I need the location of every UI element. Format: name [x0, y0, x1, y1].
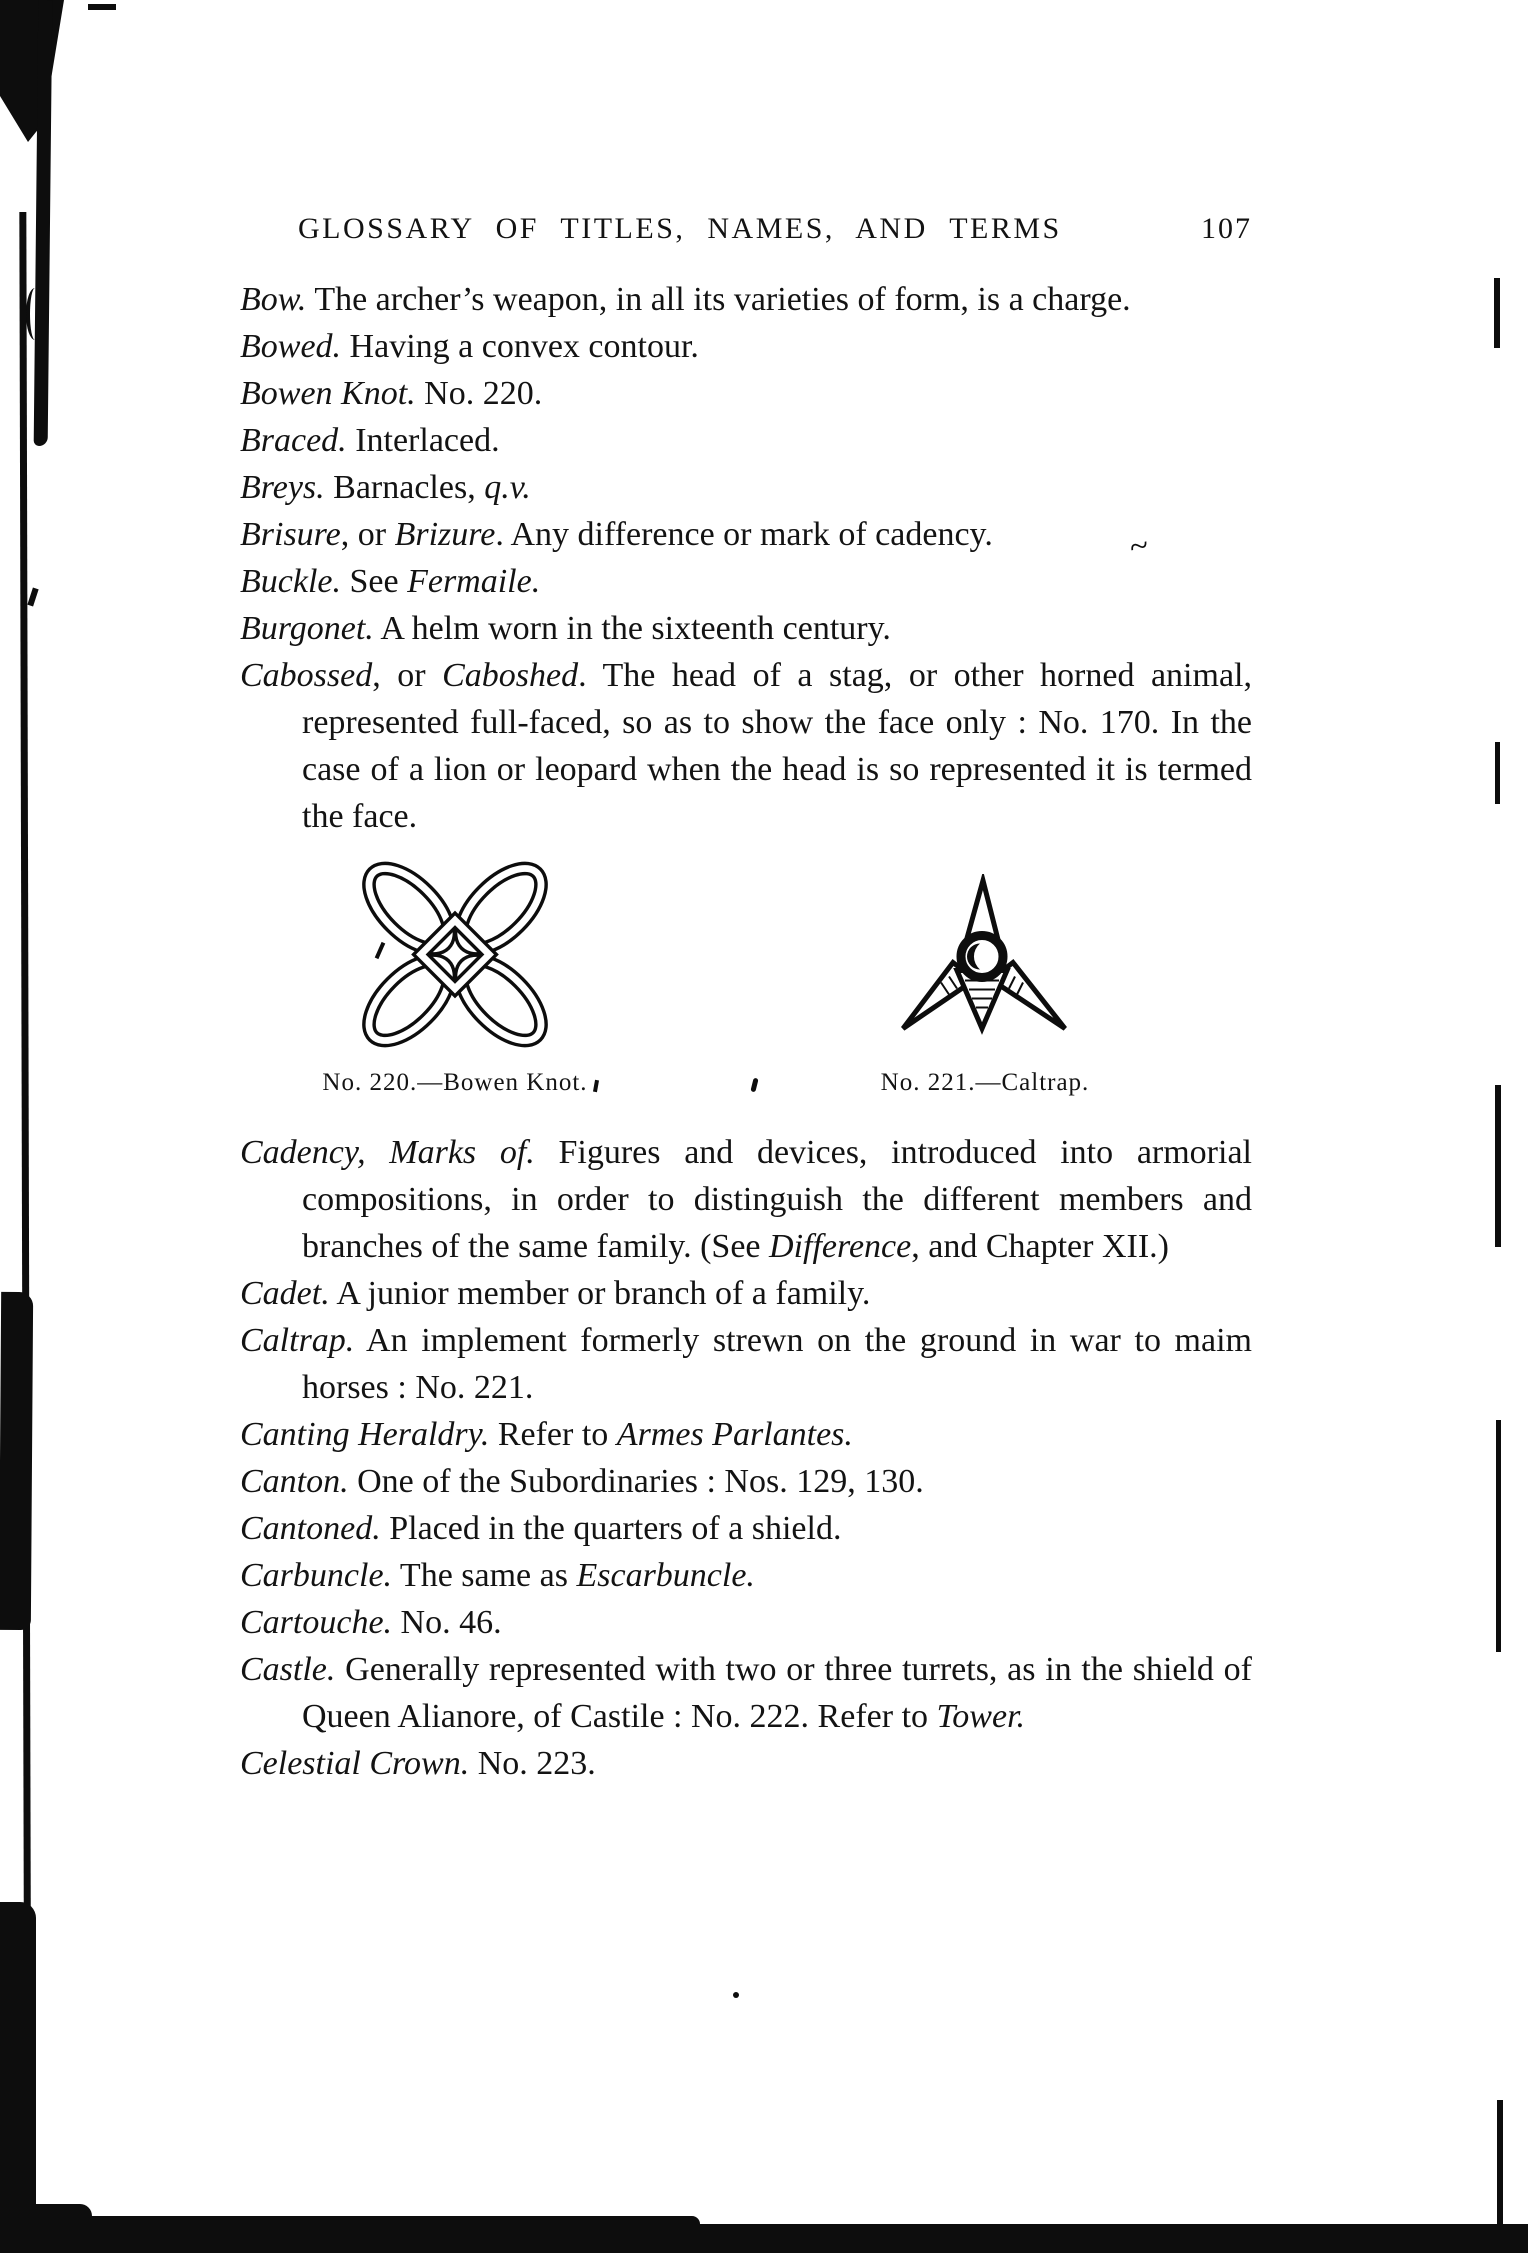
- glossary-entries-top: [240, 276, 1252, 840]
- figure-caption: No. 220.—Bowen Knot.: [322, 1069, 588, 1096]
- glossary-term: Cartouche.: [240, 1604, 393, 1641]
- glossary-entry: [240, 511, 1252, 558]
- glossary-term: Canting Heraldry.: [240, 1416, 490, 1453]
- glossary-definition: Placed in the quarters of a shield.: [380, 1510, 842, 1547]
- scan-artifact-right-dash: [1494, 278, 1500, 348]
- glossary-term: Bowed.: [240, 328, 342, 365]
- glossary-term: Canton.: [240, 1463, 349, 1500]
- glossary-entry: [240, 464, 1252, 511]
- glossary-term: Cabossed: [240, 657, 373, 694]
- scan-artifact-corner: [0, 0, 64, 142]
- scan-artifact-bottom-corner: [0, 2204, 92, 2232]
- glossary-entry: [240, 276, 1252, 323]
- glossary-definition: Barnacles,: [324, 469, 485, 506]
- glossary-entry: [240, 1270, 1252, 1317]
- glossary-term: Burgonet.: [240, 610, 374, 647]
- glossary-definition: The archer’s weapon, in all its varieties of form, is a charge.: [306, 281, 1131, 318]
- scan-artifact-paren: [26, 288, 44, 340]
- glossary-term: Armes Parlantes.: [616, 1416, 853, 1453]
- glossary-entry: [240, 1646, 1252, 1740]
- glossary-entry: [240, 323, 1252, 370]
- glossary-term: Fermaile.: [407, 563, 541, 600]
- glossary-term: Escarbuncle.: [576, 1557, 755, 1594]
- glossary-entry: [240, 1458, 1252, 1505]
- scan-artifact-speck: [733, 1992, 739, 1998]
- glossary-entry: [240, 1317, 1252, 1411]
- scan-artifact-top-dash: [88, 4, 116, 10]
- glossary-entry: [240, 605, 1252, 652]
- glossary-definition: A junior member or branch of a family.: [329, 1275, 871, 1312]
- text-column: [240, 0, 1252, 1787]
- scan-artifact-bottom-taper: [0, 2216, 700, 2230]
- bowen-knot-icon: [350, 852, 560, 1057]
- page-title: GLOSSARY OF TITLES, NAMES, AND TERMS: [298, 212, 1062, 245]
- glossary-entry: [240, 652, 1252, 840]
- glossary-term: Brizure: [394, 516, 496, 553]
- glossary-definition: Having a convex contour.: [341, 328, 699, 365]
- figures-row: [240, 852, 1252, 1107]
- scan-artifact-left-blob: [0, 1902, 36, 2253]
- glossary-definition: One of the Subordinaries : Nos. 129, 130.: [348, 1463, 924, 1500]
- glossary-definition: , or: [372, 657, 443, 694]
- glossary-entry: [240, 1740, 1252, 1787]
- scan-artifact-tick: [27, 588, 38, 607]
- glossary-term: Difference: [769, 1228, 912, 1265]
- page-number: 107: [1201, 212, 1252, 245]
- glossary-definition: , and Chapter XII.): [911, 1228, 1169, 1265]
- glossary-definition: . Any difference or mark of cadency.: [495, 516, 993, 553]
- glossary-term: Caltrap.: [240, 1322, 355, 1359]
- glossary-term: Tower.: [936, 1698, 1026, 1735]
- glossary-term: Celestial Crown.: [240, 1745, 470, 1782]
- glossary-definition: Refer to: [489, 1416, 617, 1453]
- glossary-entry: [240, 1552, 1252, 1599]
- glossary-definition: , or: [340, 516, 395, 553]
- glossary-term: Caboshed: [442, 657, 579, 694]
- glossary-definition: The same as: [392, 1557, 577, 1594]
- scan-artifact-right-dash: [1495, 1085, 1501, 1247]
- caltrap-icon: [893, 874, 1078, 1049]
- glossary-term: Braced.: [240, 422, 347, 459]
- glossary-definition: An implement formerly strewn on the ground in war to maim horses : No. 221.: [302, 1322, 1252, 1406]
- glossary-term: Breys.: [240, 469, 325, 506]
- glossary-entry: [240, 1129, 1252, 1270]
- scan-artifact-right-dash: [1496, 1420, 1501, 1652]
- glossary-term: Cantoned.: [240, 1510, 381, 1547]
- glossary-entries-bottom: [240, 1129, 1252, 1787]
- glossary-entry: [240, 1505, 1252, 1552]
- glossary-definition: Figures and devices, introduced into armorial compositions, in order to distinguish the different members and branches of the same family. (See: [302, 1134, 1252, 1265]
- glossary-entry: [240, 370, 1252, 417]
- glossary-definition: Generally represented with two or three turrets, as in the shield of Queen Alianore, of Castile : No. 222. Refer to: [302, 1651, 1252, 1735]
- glossary-term: Carbuncle.: [240, 1557, 393, 1594]
- figure-caption: No. 221.—Caltrap.: [880, 1069, 1090, 1096]
- glossary-entry: [240, 1599, 1252, 1646]
- glossary-term: Brisure: [240, 516, 341, 553]
- glossary-definition: . The head of a stag, or other horned animal, represented full-faced, so as to show the face only : No. 170. In the case of a lion or leopard when the head is so represented it is termed the face.: [302, 657, 1252, 835]
- running-head: [240, 212, 1252, 246]
- glossary-term: Bowen Knot.: [240, 375, 416, 412]
- glossary-definition: Interlaced.: [346, 422, 500, 459]
- glossary-definition: No. 223.: [469, 1745, 596, 1782]
- glossary-term: Cadet.: [240, 1275, 330, 1312]
- glossary-term: q.v.: [484, 469, 531, 506]
- glossary-term: Buckle.: [240, 563, 341, 600]
- glossary-term: Cadency, Marks of.: [240, 1134, 535, 1171]
- glossary-term: Castle.: [240, 1651, 336, 1688]
- figure-bowen-knot: [305, 852, 605, 1097]
- glossary-definition: A helm worn in the sixteenth century.: [373, 610, 891, 647]
- glossary-entry: [240, 558, 1252, 605]
- scan-artifact-right-dash: [1495, 742, 1500, 804]
- scan-artifact-left-blob: [0, 1292, 33, 1630]
- glossary-entry: [240, 1411, 1252, 1458]
- glossary-term: Bow.: [240, 281, 307, 318]
- figure-caltrap: [835, 852, 1135, 1097]
- glossary-entry: [240, 417, 1252, 464]
- glossary-definition: See: [341, 563, 408, 600]
- glossary-definition: No. 220.: [415, 375, 543, 412]
- glossary-definition: No. 46.: [392, 1604, 502, 1641]
- scan-artifact-squiggle: ~: [1126, 526, 1152, 567]
